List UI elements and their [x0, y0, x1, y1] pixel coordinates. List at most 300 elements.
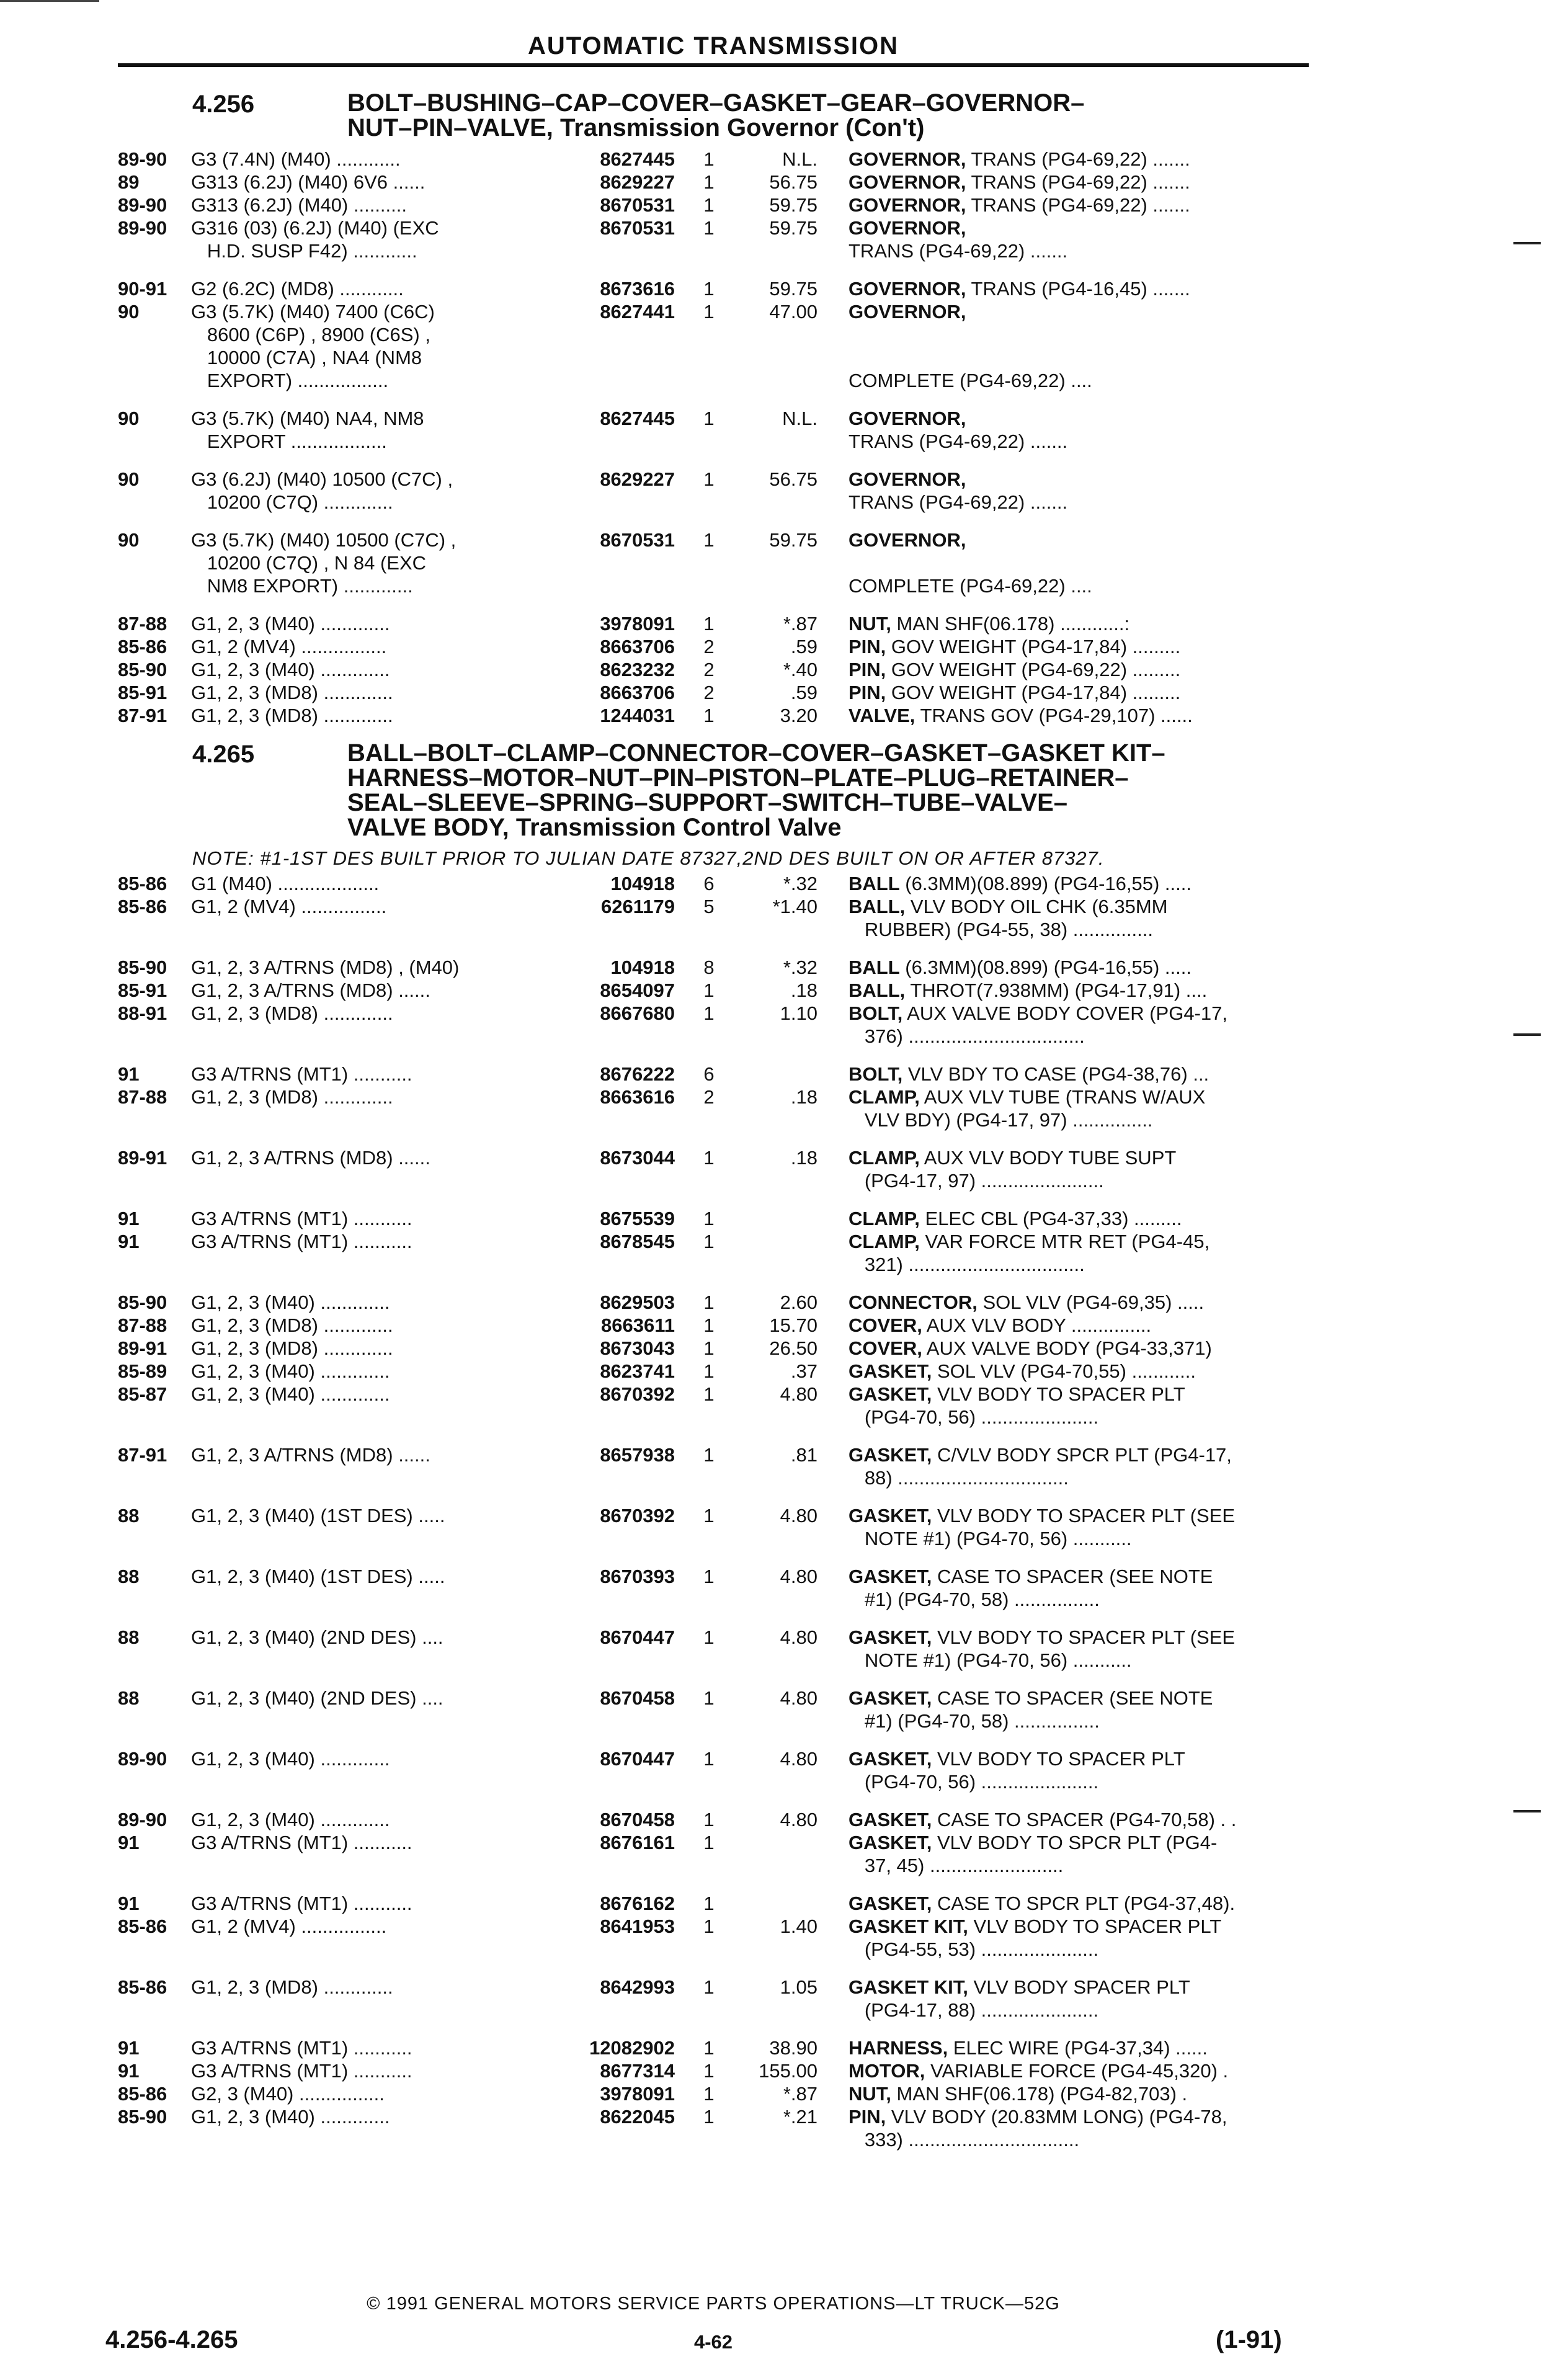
part-number: 8627445: [600, 408, 675, 429]
part-name: [817, 551, 1309, 574]
application-description: G2, 3 (M40) ................: [191, 2083, 385, 2105]
model-year: [118, 918, 191, 941]
part-name-keyword: GASKET,: [849, 1832, 932, 1853]
part-name-keyword: GOVERNOR,: [849, 217, 966, 239]
quantity: [675, 1253, 743, 1276]
part-name: [817, 1063, 1309, 1086]
part-name-detail: (PG4-70, 56) ......................: [849, 1406, 1099, 1428]
quantity: 1: [703, 468, 715, 490]
model-year: 85-91: [118, 979, 167, 1001]
part-number: 8678545: [600, 1231, 675, 1252]
table-row-continuation: [118, 1406, 1309, 1429]
part-name: [817, 1086, 1309, 1108]
application-description: G1, 2, 3 A/TRNS (MD8) ......: [191, 979, 430, 1001]
part-name: [817, 1466, 1309, 1489]
price: 1.05: [780, 1976, 817, 1998]
part-number: 8663706: [600, 636, 675, 658]
table-row-continuation: [118, 1770, 1309, 1793]
part-name: [817, 1892, 1309, 1915]
price: 4.80: [780, 1505, 817, 1527]
part-name: [817, 468, 1309, 491]
model-year: [118, 239, 191, 262]
table-row-continuation: [118, 551, 1309, 574]
application-description: G1, 2, 3 A/TRNS (MD8) ......: [191, 1444, 430, 1466]
part-name: [817, 1504, 1309, 1527]
application-description: EXPORT ..................: [191, 430, 387, 452]
table-row: [118, 1976, 1309, 1999]
quantity: 1: [703, 2106, 715, 2128]
part-name: [817, 1747, 1309, 1770]
part-number: 6261179: [601, 896, 675, 917]
application-description: G3 (5.7K) (M40) 7400 (C6C): [191, 301, 435, 323]
model-year: [118, 1108, 191, 1131]
model-year: 91: [118, 1832, 140, 1853]
part-number: [551, 239, 675, 262]
margin-mark: [1513, 1033, 1541, 1036]
application-description: [191, 1999, 551, 2022]
quantity: 1: [703, 529, 715, 551]
part-name-keyword: CLAMP,: [849, 1086, 920, 1108]
part-number: [551, 430, 675, 453]
price: [743, 239, 817, 262]
part-name: [817, 1337, 1309, 1360]
quantity: [675, 918, 743, 941]
quantity: 1: [703, 979, 715, 1001]
part-name: [817, 216, 1309, 239]
price: .18: [790, 1147, 817, 1169]
price: [743, 1588, 817, 1611]
table-row: [118, 1086, 1309, 1108]
table-row: [118, 1360, 1309, 1383]
application-description: G313 (6.2J) (M40) ..........: [191, 194, 407, 216]
table-row: [118, 2036, 1309, 2059]
price: .37: [790, 1360, 817, 1382]
part-number: 8623232: [600, 659, 675, 680]
part-number: 8673616: [600, 278, 675, 300]
price: [743, 369, 817, 392]
part-name: [817, 1588, 1309, 1611]
model-year: [118, 574, 191, 597]
margin-mark: [1513, 1810, 1541, 1812]
price: 26.50: [769, 1337, 817, 1359]
part-name-detail: 333) ................................: [849, 2129, 1080, 2151]
quantity: [675, 1169, 743, 1192]
price: 4.80: [780, 1566, 817, 1587]
application-description: G3 (6.2J) (M40) 10500 (C7C) ,: [191, 468, 453, 490]
model-year: 85-90: [118, 659, 167, 680]
price: 155.00: [759, 2060, 817, 2082]
model-year: 91: [118, 2060, 140, 2082]
quantity: 1: [703, 278, 715, 300]
part-name-keyword: GASKET,: [849, 1893, 932, 1914]
price: .18: [790, 1086, 817, 1108]
application-description: 10200 (C7Q) .............: [191, 491, 393, 513]
section-spacer: [118, 727, 1309, 737]
part-name: [817, 1999, 1309, 2022]
part-name-detail: VLV BODY TO SPACER PLT (SEE: [937, 1626, 1236, 1648]
application-description: G3 A/TRNS (MT1) ...........: [191, 1208, 412, 1229]
price: [743, 430, 817, 453]
application-description: G1, 2, 3 (MD8) .............: [191, 1002, 393, 1024]
price: [743, 323, 817, 346]
part-number: [551, 323, 675, 346]
application-description: G1, 2, 3 (M40) .............: [191, 1809, 390, 1830]
price: 15.70: [769, 1314, 817, 1336]
part-name-keyword: BALL: [849, 956, 900, 978]
part-number: [551, 1108, 675, 1131]
part-number: [551, 1854, 675, 1877]
section-title-line: HARNESS–MOTOR–NUT–PIN–PISTON–PLATE–PLUG–RETAINER–: [347, 764, 1129, 791]
part-name-keyword: GASKET,: [849, 1360, 932, 1382]
part-name: [817, 1649, 1309, 1672]
quantity: 1: [703, 1626, 715, 1648]
part-number: 8622045: [600, 2106, 675, 2128]
table-row: [118, 1146, 1309, 1169]
application-description: G3 A/TRNS (MT1) ...........: [191, 1893, 412, 1914]
part-name: [817, 1230, 1309, 1253]
application-description: G3 A/TRNS (MT1) ...........: [191, 2037, 412, 2059]
quantity: 1: [703, 1809, 715, 1830]
part-name-keyword: CONNECTOR,: [849, 1291, 978, 1313]
model-year: 87-91: [118, 1444, 167, 1466]
part-name: [817, 1976, 1309, 1999]
application-description: G1, 2, 3 (MD8) .............: [191, 1337, 393, 1359]
part-number: [551, 1406, 675, 1429]
part-name: [817, 1291, 1309, 1314]
table-row: [118, 1337, 1309, 1360]
application-description: G3 A/TRNS (MT1) ...........: [191, 1063, 412, 1085]
part-name: [817, 1938, 1309, 1961]
part-number: 104918: [610, 956, 675, 978]
part-name-keyword: GOVERNOR,: [849, 301, 966, 323]
part-name-keyword: MOTOR,: [849, 2060, 925, 2082]
part-number: 8670458: [600, 1687, 675, 1709]
part-name-detail: SOL VLV (PG4-69,35) .....: [982, 1291, 1205, 1313]
section-header: [118, 741, 1309, 840]
table-row-continuation: [118, 2128, 1309, 2151]
table-row: [118, 2105, 1309, 2128]
section-title-line: SEAL–SLEEVE–SPRING–SUPPORT–SWITCH–TUBE–VALVE–: [347, 789, 1068, 816]
table-row: [118, 277, 1309, 300]
part-name-keyword: GOVERNOR,: [849, 468, 966, 490]
part-name: [817, 1687, 1309, 1710]
price: *.32: [783, 873, 817, 894]
part-name-keyword: BOLT,: [849, 1002, 903, 1024]
part-number: 1244031: [600, 705, 675, 726]
application-description: [191, 1649, 551, 1672]
part-name-keyword: GOVERNOR,: [849, 194, 966, 216]
application-description: G1, 2, 3 (M40) .............: [191, 1291, 390, 1313]
part-name-detail: VLV BODY OIL CHK (6.35MM: [910, 896, 1168, 917]
model-year: 85-90: [118, 1291, 167, 1313]
quantity: [675, 346, 743, 369]
table-row: [118, 2082, 1309, 2105]
margin-mark: [1513, 242, 1541, 244]
model-year: 89-90: [118, 1748, 167, 1770]
part-name-keyword: CLAMP,: [849, 1147, 920, 1169]
part-name: [817, 574, 1309, 597]
part-name-detail: CASE TO SPACER (SEE NOTE: [937, 1566, 1213, 1587]
part-name: [817, 2105, 1309, 2128]
part-number: [551, 1770, 675, 1793]
application-description: 10000 (C7A) , NA4 (NM8: [191, 347, 422, 368]
part-number: 8663706: [600, 682, 675, 703]
part-name-keyword: CLAMP,: [849, 1231, 920, 1252]
part-name: [817, 1025, 1309, 1048]
part-number: [551, 346, 675, 369]
model-year: [118, 551, 191, 574]
part-name-detail: VLV BDY TO CASE (PG4-38,76) ...: [907, 1063, 1209, 1085]
application-description: G1, 2, 3 (MD8) .............: [191, 1086, 393, 1108]
table-row: [118, 171, 1309, 194]
part-name: [817, 979, 1309, 1002]
part-name: [817, 1443, 1309, 1466]
application-description: [191, 1108, 551, 1131]
price: 1.10: [780, 1002, 817, 1024]
part-name-keyword: GASKET,: [849, 1444, 932, 1466]
footer-section-range: 4.256-4.265: [105, 2326, 238, 2353]
quantity: 1: [703, 1002, 715, 1024]
application-description: [191, 1253, 551, 1276]
part-name-detail: (PG4-17, 97) .......................: [849, 1170, 1104, 1192]
part-name-keyword: GOVERNOR,: [849, 408, 966, 429]
part-name: [817, 1360, 1309, 1383]
table-row-continuation: [118, 1527, 1309, 1550]
table-row: [118, 1892, 1309, 1915]
table-row-continuation: [118, 1854, 1309, 1877]
part-name-detail: VLV BODY TO SPCR PLT (PG4-: [937, 1832, 1218, 1853]
part-name-detail: NOTE #1) (PG4-70, 56) ...........: [849, 1528, 1132, 1549]
quantity: 1: [703, 613, 715, 635]
table-row: [118, 300, 1309, 323]
quantity: 1: [703, 171, 715, 193]
table-row: [118, 956, 1309, 979]
part-name-detail: TRANS (PG4-69,22) .......: [849, 240, 1068, 262]
part-name-detail: C/VLV BODY SPCR PLT (PG4-17,: [937, 1444, 1232, 1466]
part-number: 8677314: [600, 2060, 675, 2082]
part-number: [551, 1466, 675, 1489]
part-name: [817, 1915, 1309, 1938]
footer-revision-date: (1-91): [1216, 2326, 1282, 2353]
price: [743, 1649, 817, 1672]
table-row-continuation: [118, 1938, 1309, 1961]
part-name: [817, 300, 1309, 323]
application-description: G1, 2, 3 (M40) .............: [191, 1360, 390, 1382]
quantity: [675, 1588, 743, 1611]
part-name-keyword: PIN,: [849, 2106, 886, 2128]
price: [743, 1831, 817, 1854]
price: [743, 1527, 817, 1550]
application-description: [191, 1406, 551, 1429]
part-number: 8670531: [600, 217, 675, 239]
quantity: [675, 430, 743, 453]
model-year: 85-86: [118, 1915, 167, 1937]
price: [743, 1063, 817, 1086]
part-name-keyword: GASKET,: [849, 1687, 932, 1709]
application-description: G1, 2, 3 (MD8) .............: [191, 1314, 393, 1336]
model-year: 85-86: [118, 1976, 167, 1998]
corner-mark: [0, 0, 99, 2]
model-year: 87-88: [118, 1086, 167, 1108]
part-name-detail: AUX VALVE BODY COVER (PG4-17,: [907, 1002, 1227, 1024]
part-number: 8670531: [600, 529, 675, 551]
quantity: 1: [703, 1337, 715, 1359]
application-description: [191, 1527, 551, 1550]
part-number: [551, 491, 675, 514]
part-name: [817, 1770, 1309, 1793]
application-description: G1, 2, 3 A/TRNS (MD8) , (M40): [191, 956, 460, 978]
price: [743, 491, 817, 514]
part-name: [817, 148, 1309, 171]
quantity: 1: [703, 148, 715, 170]
part-name-keyword: COVER,: [849, 1337, 922, 1359]
model-year: 90: [118, 301, 140, 323]
application-description: [191, 1710, 551, 1732]
application-description: G1, 2, 3 (M40) (2ND DES) ....: [191, 1626, 443, 1648]
model-year: [118, 2128, 191, 2151]
application-description: G1, 2, 3 (M40) .............: [191, 613, 390, 635]
model-year: [118, 491, 191, 514]
price: 59.75: [769, 194, 817, 216]
application-description: G1, 2, 3 (M40) .............: [191, 2106, 390, 2128]
quantity: 1: [703, 1231, 715, 1252]
table-row: [118, 1443, 1309, 1466]
quantity: 1: [703, 1915, 715, 1937]
part-name-detail: TRANS (PG4-69,22) .......: [971, 171, 1190, 193]
part-name: [817, 1565, 1309, 1588]
model-year: 87-88: [118, 1314, 167, 1336]
model-year: 89-91: [118, 1337, 167, 1359]
model-year: 88: [118, 1687, 140, 1709]
quantity: 1: [703, 408, 715, 429]
application-description: G3 A/TRNS (MT1) ...........: [191, 1231, 412, 1252]
part-name: [817, 369, 1309, 392]
price: [743, 1230, 817, 1253]
model-year: [118, 1253, 191, 1276]
application-description: H.D. SUSP F42) ............: [191, 240, 417, 262]
model-year: [118, 1025, 191, 1048]
part-name-keyword: NUT,: [849, 613, 891, 635]
part-name-detail: VARIABLE FORCE (PG4-45,320) .: [930, 2060, 1229, 2082]
part-name: [817, 346, 1309, 369]
part-name-detail: AUX VLV TUBE (TRANS W/AUX: [924, 1086, 1206, 1108]
application-description: [191, 918, 551, 941]
price: [743, 551, 817, 574]
application-description: [191, 1938, 551, 1961]
part-name: [817, 528, 1309, 551]
quantity: 2: [703, 1086, 715, 1108]
model-year: 91: [118, 1231, 140, 1252]
part-name-detail: TRANS (PG4-69,22) .......: [849, 491, 1068, 513]
part-name-detail: TRANS (PG4-16,45) .......: [971, 278, 1190, 300]
part-name-detail: TRANS (PG4-69,22) .......: [971, 194, 1190, 216]
section-title: [347, 91, 1309, 140]
price: 59.75: [769, 529, 817, 551]
table-row-continuation: [118, 1999, 1309, 2022]
table-row: [118, 872, 1309, 895]
table-row: [118, 1808, 1309, 1831]
part-name-detail: 37, 45) .........................: [849, 1855, 1064, 1876]
part-name: [817, 918, 1309, 941]
part-number: [551, 918, 675, 941]
part-name-keyword: PIN,: [849, 659, 886, 680]
model-year: 90: [118, 529, 140, 551]
model-year: [118, 369, 191, 392]
part-name-keyword: GASKET,: [849, 1383, 932, 1405]
part-name-detail: VLV BODY TO SPACER PLT: [937, 1748, 1185, 1770]
part-name-detail: #1) (PG4-70, 58) ................: [849, 1589, 1100, 1610]
part-name-detail: 321) .................................: [849, 1254, 1085, 1275]
table-row-continuation: [118, 1025, 1309, 1048]
application-description: [191, 1588, 551, 1611]
application-description: G1 (M40) ...................: [191, 873, 380, 894]
model-year: 89: [118, 171, 140, 193]
application-description: G316 (03) (6.2J) (M40) (EXC: [191, 217, 439, 239]
part-name: [817, 1253, 1309, 1276]
part-name-detail: 376) .................................: [849, 1025, 1085, 1047]
part-name-detail: VLV BODY (20.83MM LONG) (PG4-78,: [891, 2106, 1227, 2128]
table-row-continuation: [118, 918, 1309, 941]
application-description: EXPORT) .................: [191, 370, 389, 391]
application-description: 10200 (C7Q) , N 84 (EXC: [191, 552, 427, 574]
part-name-detail: MAN SHF(06.178) (PG4-82,703) .: [896, 2083, 1188, 2105]
part-name: [817, 171, 1309, 194]
part-name: [817, 1808, 1309, 1831]
price: [743, 1108, 817, 1131]
price: 1.40: [780, 1915, 817, 1937]
application-description: G1, 2, 3 (M40) .............: [191, 1383, 390, 1405]
price: N.L.: [782, 408, 817, 429]
application-description: G1, 2, 3 (MD8) .............: [191, 705, 393, 726]
quantity: 1: [703, 217, 715, 239]
quantity: 6: [703, 873, 715, 894]
part-name-detail: (PG4-70, 56) ......................: [849, 1771, 1099, 1793]
application-description: G1, 2, 3 (M40) .............: [191, 659, 390, 680]
section-title: [347, 741, 1309, 840]
quantity: 1: [703, 194, 715, 216]
application-description: [191, 1854, 551, 1877]
part-name-detail: COMPLETE (PG4-69,22) ....: [849, 575, 1092, 597]
part-name-keyword: PIN,: [849, 682, 886, 703]
quantity: 5: [703, 896, 715, 917]
part-name-detail: GOV WEIGHT (PG4-17,84) .........: [891, 636, 1181, 658]
quantity: [675, 551, 743, 574]
part-name-detail: GOV WEIGHT (PG4-69,22) .........: [891, 659, 1181, 680]
part-number: 8676161: [600, 1832, 675, 1853]
table-row: [118, 148, 1309, 171]
header-rule: [118, 63, 1309, 67]
application-description: G1, 2, 3 (M40) .............: [191, 1748, 390, 1770]
part-name-keyword: VALVE,: [849, 705, 915, 726]
price: [743, 1770, 817, 1793]
quantity: [675, 323, 743, 346]
part-name: [817, 895, 1309, 918]
model-year: 85-86: [118, 896, 167, 917]
application-description: [191, 1169, 551, 1192]
part-number: [551, 1999, 675, 2022]
part-number: [551, 574, 675, 597]
part-number: 8642993: [600, 1976, 675, 1998]
part-name-keyword: HARNESS,: [849, 2037, 948, 2059]
part-name-keyword: GASKET,: [849, 1809, 932, 1830]
part-name-detail: AUX VALVE BODY (PG4-33,371): [926, 1337, 1212, 1359]
part-number: 8675539: [600, 1208, 675, 1229]
application-description: G3 (7.4N) (M40) ............: [191, 148, 401, 170]
model-year: [118, 1938, 191, 1961]
parts-listing: [118, 87, 1309, 2151]
table-row: [118, 528, 1309, 551]
price: 4.80: [780, 1687, 817, 1709]
